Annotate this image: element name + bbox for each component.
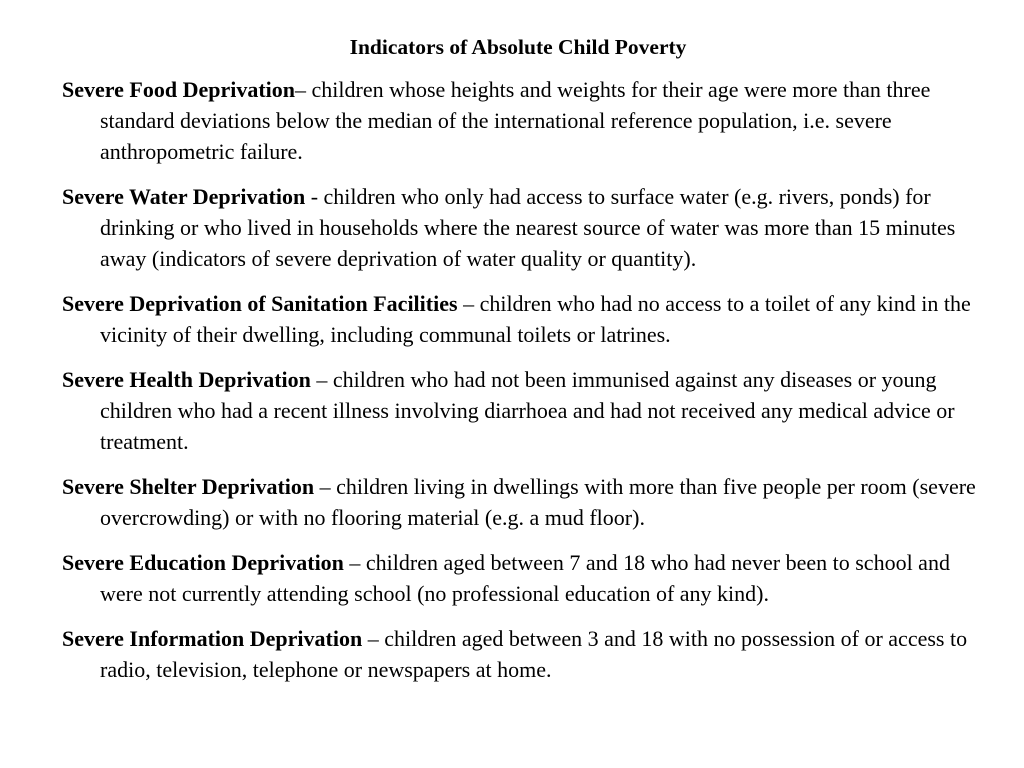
list-item (62, 547, 997, 609)
indicator-term: Severe Education Deprivation (62, 550, 344, 575)
term-separator: – (343, 550, 366, 575)
term-separator: - (305, 184, 324, 209)
indicator-definition: children who had not been immunised against any diseases or young children who had a recent illness involving diarrhoea and had not received any medical advice or treatment. (100, 367, 955, 454)
list-item (62, 364, 997, 457)
term-separator: – (310, 367, 333, 392)
list-item (62, 181, 997, 274)
term-separator: – (457, 291, 480, 316)
indicator-term: Severe Health Deprivation (62, 367, 311, 392)
indicator-definition: children living in dwellings with more than five people per room (severe overcrowding) or with no flooring material (e.g. a mud floor). (100, 474, 976, 530)
term-separator: – (314, 474, 337, 499)
indicator-list (62, 74, 997, 685)
list-item (62, 288, 997, 350)
page-title: Indicators of Absolute Child Poverty (349, 35, 687, 59)
indicator-term: Severe Water Deprivation (62, 184, 306, 209)
list-item (62, 74, 997, 167)
list-item (62, 471, 997, 533)
indicator-term: Severe Food Deprivation (62, 77, 296, 102)
indicator-definition: children whose heights and weights for their age were more than three standard deviations below the median of the international reference population, i.e. severe anthropometric failure. (100, 77, 931, 164)
indicator-term: Severe Shelter Deprivation (62, 474, 315, 499)
term-separator: – (295, 77, 312, 102)
indicator-definition: children aged between 3 and 18 with no possession of or access to radio, television, telephone or newspapers at home. (100, 626, 968, 682)
indicator-definition: children who had no access to a toilet of any kind in the vicinity of their dwelling, including communal toilets or latrines. (100, 291, 971, 347)
list-item (62, 623, 997, 685)
indicator-definition: children who only had access to surface water (e.g. rivers, ponds) for drinking or who lived in households where the nearest source of water was more than 15 minutes away (indicators of severe deprivation of water quality or quantity). (100, 184, 956, 271)
term-separator: – (362, 626, 385, 651)
indicator-definition: children aged between 7 and 18 who had never been to school and were not currently attending school (no professional education of any kind). (100, 550, 950, 606)
indicator-term: Severe Deprivation of Sanitation Facilities (62, 291, 458, 316)
indicator-term: Severe Information Deprivation (62, 626, 363, 651)
